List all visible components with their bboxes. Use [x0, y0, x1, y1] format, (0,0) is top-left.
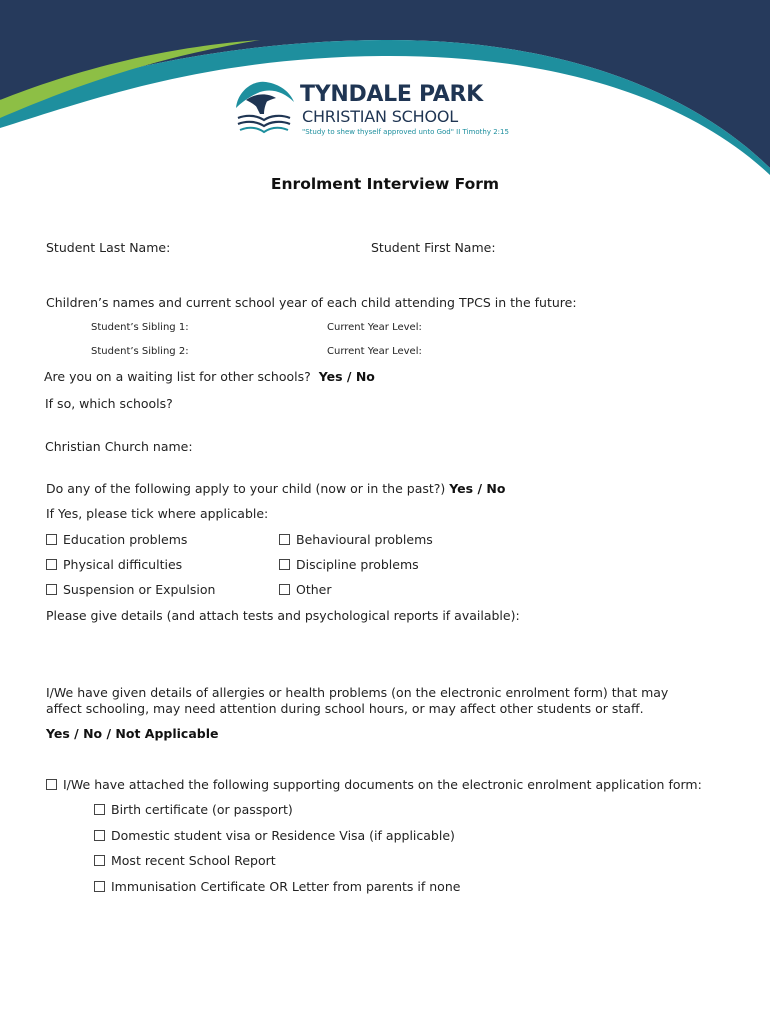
option-suspension[interactable] [46, 582, 215, 597]
children-prompt: Children’s names and current school year of each child attending TPCS in the future: [46, 295, 577, 310]
option-behavioural[interactable] [279, 532, 433, 547]
documents-prompt: I/We have attached the following supporting documents on the electronic enrolment application form: [63, 777, 702, 792]
checkbox-icon[interactable] [46, 559, 57, 570]
sibling1-label: Student’s Sibling 1: [91, 322, 189, 333]
checkbox-icon[interactable] [46, 779, 57, 790]
option-education-label: Education problems [63, 532, 188, 547]
school-name-line1: TYNDALE PARK [300, 82, 483, 107]
waiting-list-label: Are you on a waiting list for other schools? [44, 369, 311, 384]
waiting-list-answer[interactable]: Yes / No [318, 369, 375, 384]
which-schools-label: If so, which schools? [45, 396, 173, 411]
apply-answer[interactable]: Yes / No [449, 481, 506, 496]
details-prompt: Please give details (and attach tests and psychological reports if available): [46, 608, 520, 623]
form-title: Enrolment Interview Form [270, 175, 500, 193]
dove-bible-icon [232, 78, 296, 140]
doc-birth-certificate[interactable] [94, 802, 293, 817]
documents-statement[interactable] [46, 777, 702, 792]
checkbox-icon[interactable] [46, 584, 57, 595]
doc-report-label: Most recent School Report [111, 853, 276, 868]
health-statement-line2: affect schooling, may need attention during school hours, or may affect other students or staff. [46, 701, 644, 716]
checkbox-icon[interactable] [46, 534, 57, 545]
school-logo [232, 78, 532, 142]
student-first-name-label: Student First Name: [371, 240, 496, 255]
option-physical[interactable] [46, 557, 182, 572]
option-other-label: Other [296, 582, 332, 597]
apply-question [46, 481, 505, 496]
doc-birth-label: Birth certificate (or passport) [111, 802, 293, 817]
doc-immunisation[interactable] [94, 879, 460, 894]
waiting-list-question [44, 369, 375, 384]
option-other[interactable] [279, 582, 332, 597]
doc-visa-label: Domestic student visa or Residence Visa (if applicable) [111, 828, 455, 843]
option-discipline[interactable] [279, 557, 419, 572]
checkbox-icon[interactable] [279, 534, 290, 545]
checkbox-icon[interactable] [279, 559, 290, 570]
option-discipline-label: Discipline problems [296, 557, 419, 572]
doc-school-report[interactable] [94, 853, 276, 868]
option-suspension-label: Suspension or Expulsion [63, 582, 216, 597]
checkbox-icon[interactable] [94, 830, 105, 841]
school-name-line2: CHRISTIAN SCHOOL [302, 107, 458, 126]
doc-immunisation-label: Immunisation Certificate OR Letter from parents if none [111, 879, 461, 894]
student-last-name-label: Student Last Name: [46, 240, 171, 255]
option-physical-label: Physical difficulties [63, 557, 183, 572]
option-education[interactable] [46, 532, 187, 547]
apply-question-label: Do any of the following apply to your child (now or in the past?) [46, 481, 446, 496]
tick-prompt: If Yes, please tick where applicable: [46, 506, 269, 521]
checkbox-icon[interactable] [94, 881, 105, 892]
health-answer[interactable] [46, 726, 218, 741]
school-motto: "Study to shew thyself approved unto God" II Timothy 2:15 [302, 128, 509, 136]
checkbox-icon[interactable] [94, 804, 105, 815]
doc-visa[interactable] [94, 828, 455, 843]
sibling1-year-label: Current Year Level: [327, 322, 422, 333]
checkbox-icon[interactable] [94, 855, 105, 866]
checkbox-icon[interactable] [279, 584, 290, 595]
health-statement-line1: I/We have given details of allergies or health problems (on the electronic enrolment form) that may [46, 685, 669, 700]
health-answer-text[interactable]: Yes / No / Not Applicable [46, 726, 219, 741]
sibling2-year-label: Current Year Level: [327, 346, 422, 357]
sibling2-label: Student’s Sibling 2: [91, 346, 189, 357]
church-label: Christian Church name: [45, 439, 193, 454]
option-behavioural-label: Behavioural problems [296, 532, 433, 547]
